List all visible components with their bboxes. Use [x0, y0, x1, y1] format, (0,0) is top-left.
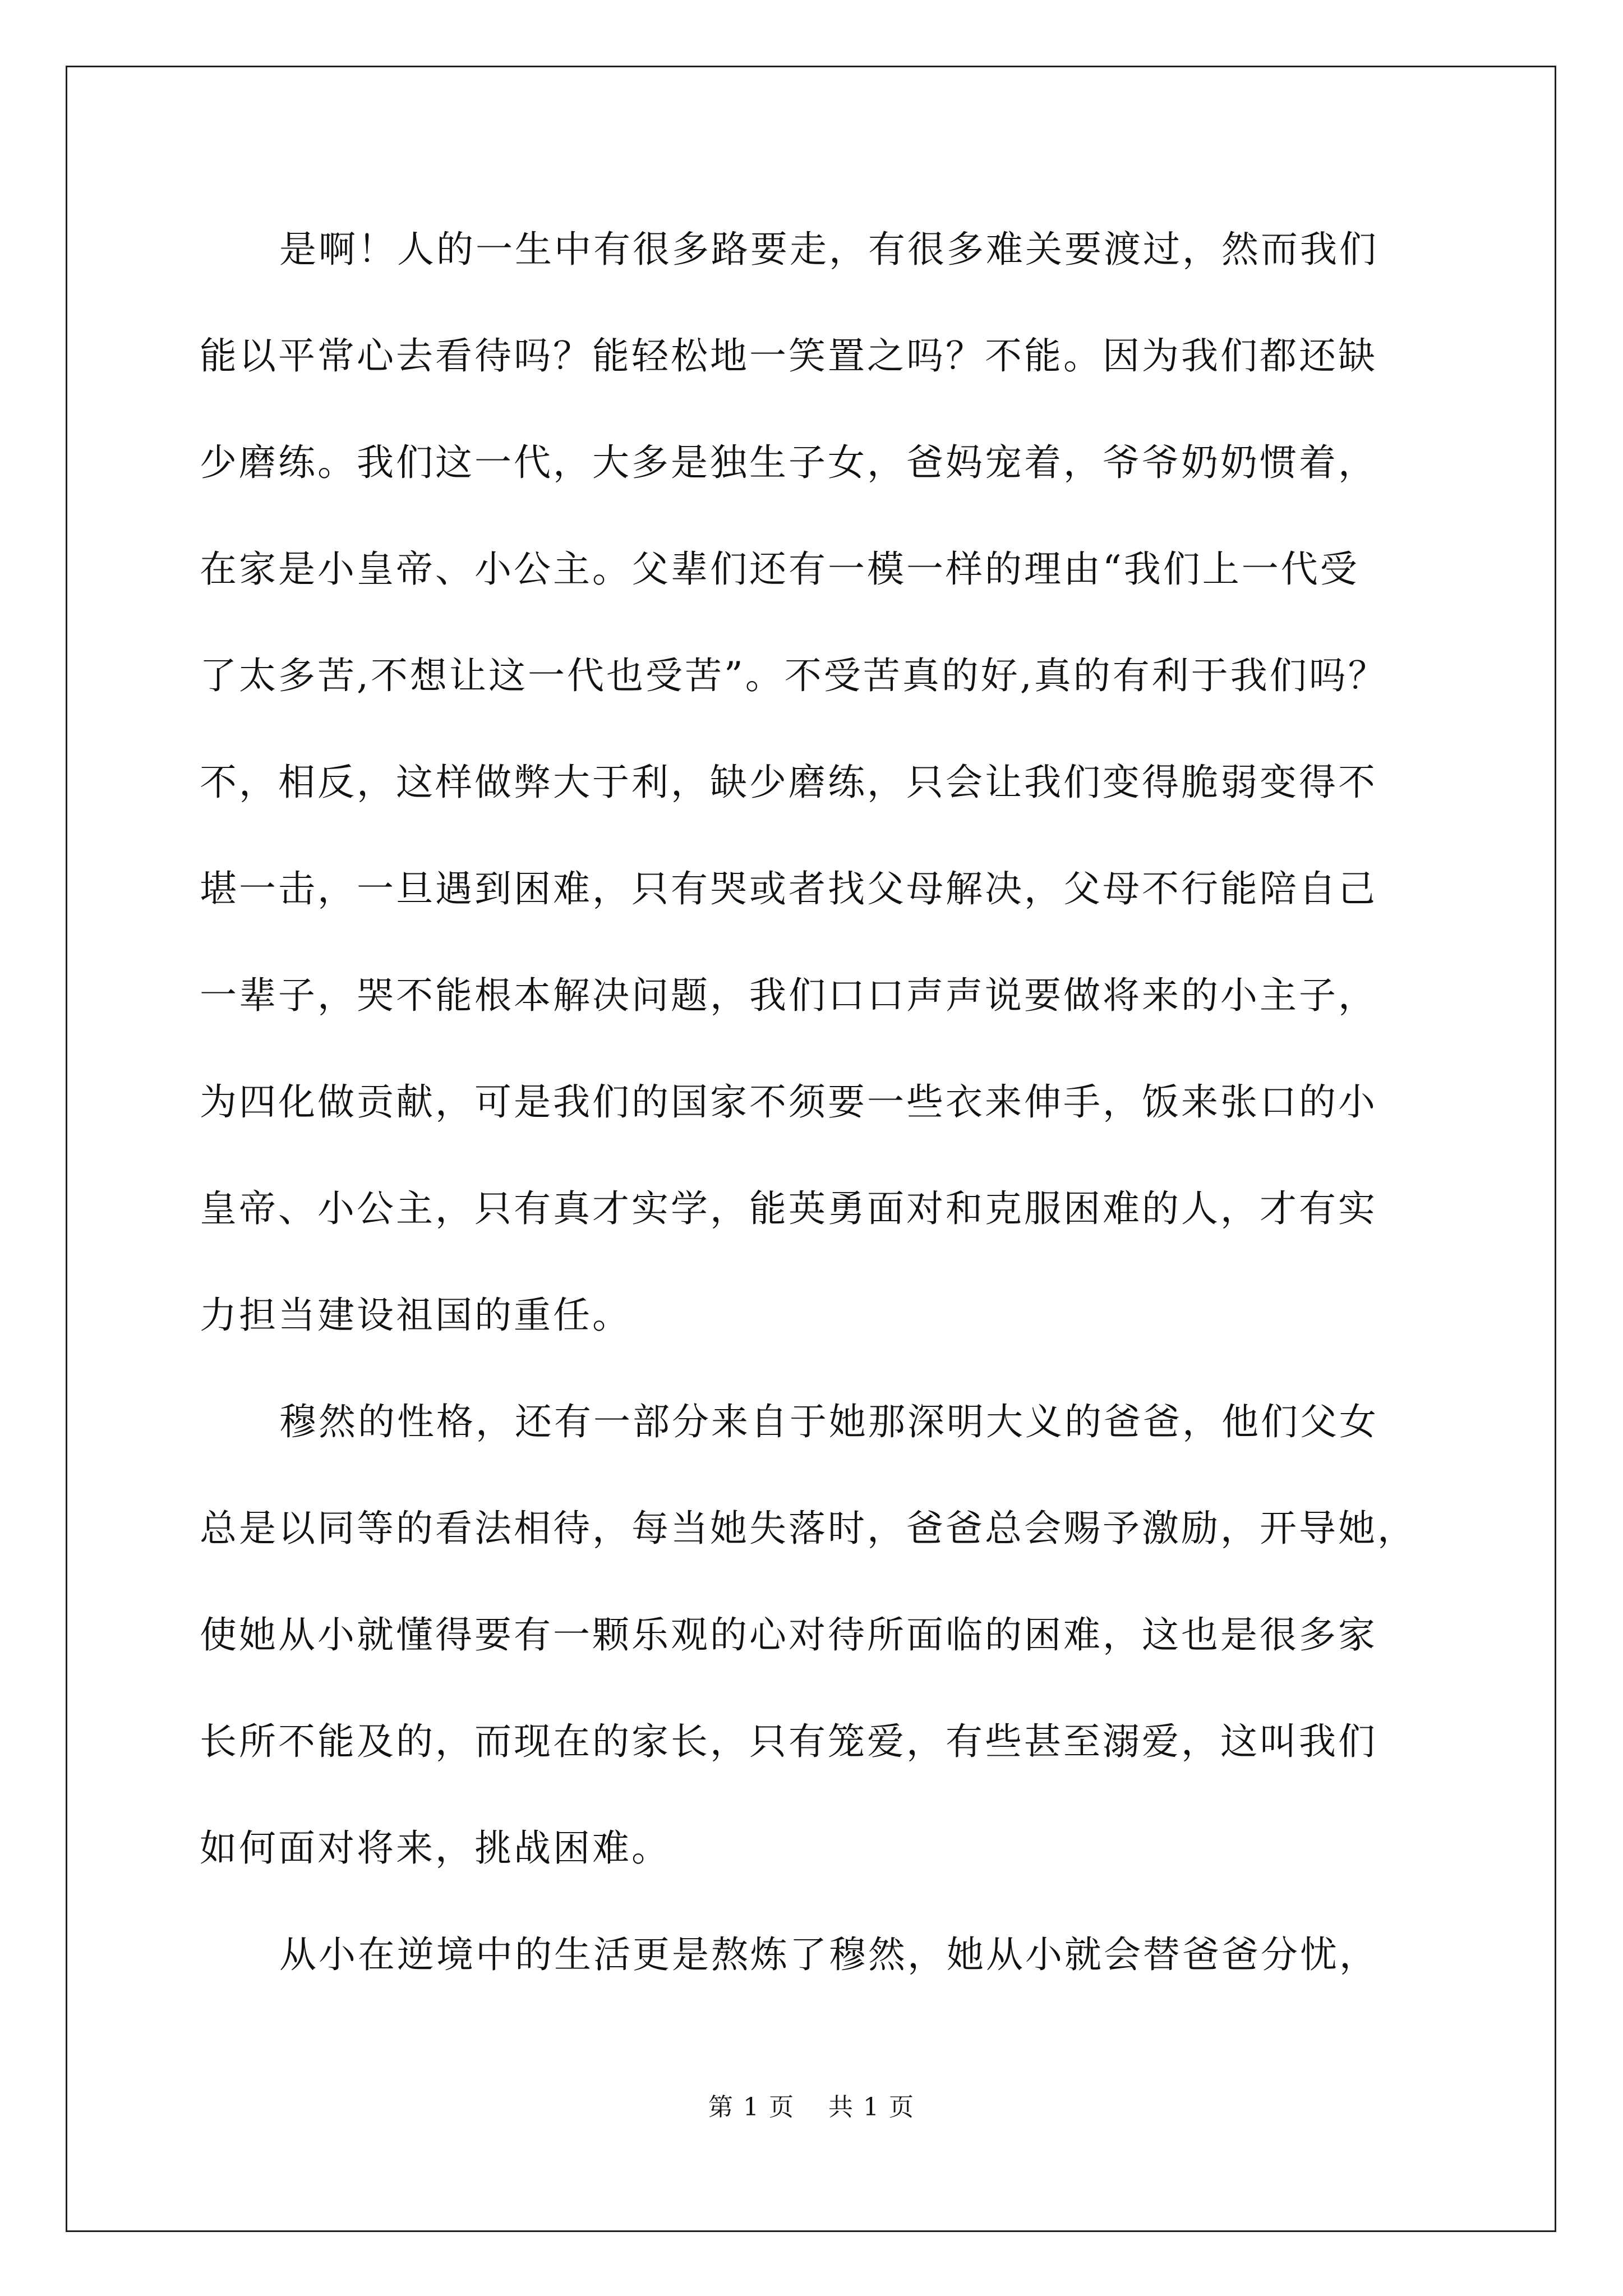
paragraph-1-line-7: 堪一击，一旦遇到困难，只有哭或者找父母解决，父母不行能陪自己: [200, 867, 1377, 910]
paragraph-2-line-3: 使她从小就懂得要有一颗乐观的心对待所面临的困难，这也是很多家: [200, 1613, 1377, 1657]
page-number: 第 1 页: [708, 2093, 795, 2122]
paragraph-1-line-2: 能以平常心去看待吗？能轻松地一笑置之吗？不能。因为我们都还缺: [200, 334, 1377, 378]
paragraph-1-line-5: 了太多苦,不想让这一代也受苦”。不受苦真的好,真的有利于我们吗？: [200, 654, 1387, 697]
paragraph-1-line-1: 是啊！人的一生中有很多路要走，有很多难关要渡过，然而我们: [279, 228, 1378, 271]
document-body: [200, 219, 1433, 2031]
page-footer: [0, 2087, 1623, 2123]
paragraph-1-line-11: 力担当建设祖国的重任。: [200, 1294, 631, 1337]
paragraph-1-line-10: 皇帝、小公主，只有真才实学，能英勇面对和克服困难的人，才有实: [200, 1187, 1377, 1230]
paragraph-1-line-6: 不，相反，这样做弊大于利，缺少磨练，只会让我们变得脆弱变得不: [200, 761, 1377, 804]
paragraph-3-line-1: 从小在逆境中的生活更是熬炼了穆然，她从小就会替爸爸分忧，: [279, 1933, 1378, 1976]
paragraph-2-line-5: 如何面对将来，挑战困难。: [200, 1826, 671, 1870]
paragraph-2-line-1: 穆然的性格，还有一部分来自于她那深明大义的爸爸，他们父女: [279, 1400, 1378, 1443]
paragraph-1-line-3: 少磨练。我们这一代，大多是独生子女，爸妈宠着，爷爷奶奶惯着，: [200, 441, 1377, 484]
paragraph-1-line-8: 一辈子，哭不能根本解决问题，我们口口声声说要做将来的小主子，: [200, 974, 1377, 1017]
paragraph-1-line-9: 为四化做贡献，可是我们的国家不须要一些衣来伸手，饭来张口的小: [200, 1080, 1377, 1124]
page-total: 共 1 页: [828, 2093, 915, 2122]
paragraph-1-line-4: 在家是小皇帝、小公主。父辈们还有一模一样的理由“我们上一代受: [200, 547, 1359, 591]
paragraph-2-line-2: 总是以同等的看法相待，每当她失落时，爸爸总会赐予激励，开导她，: [200, 1507, 1417, 1550]
paragraph-2-line-4: 长所不能及的，而现在的家长，只有笼爱，有些甚至溺爱，这叫我们: [200, 1720, 1377, 1763]
